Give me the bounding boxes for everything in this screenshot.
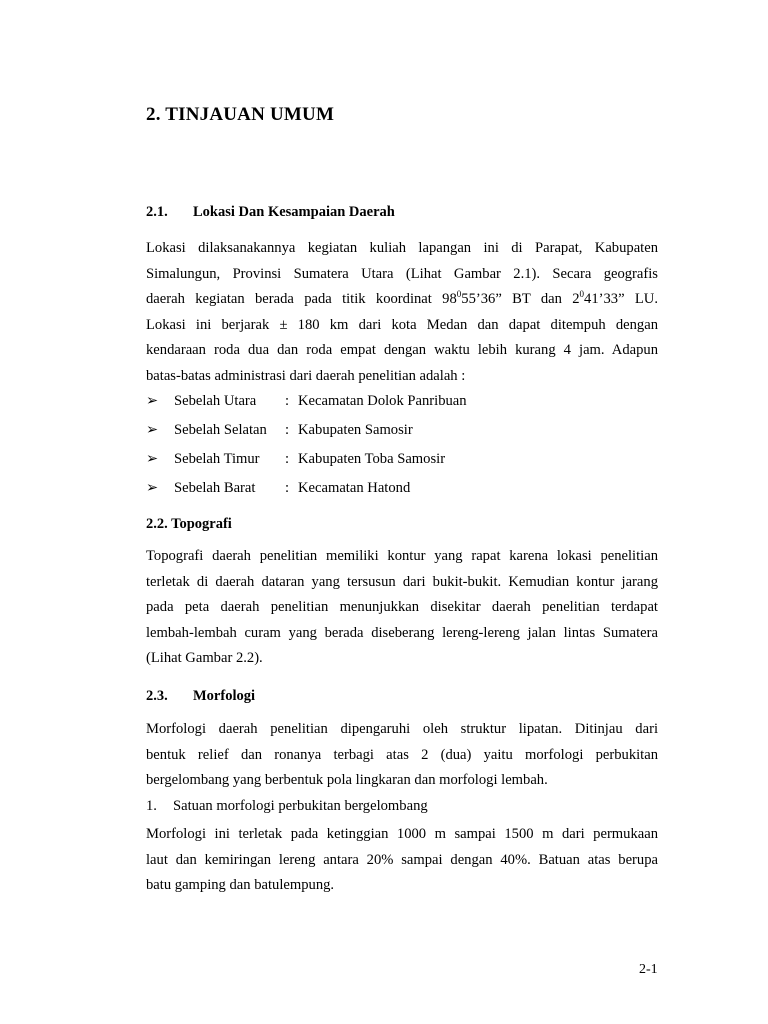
arrow-bullet-icon: ➢ [146,480,159,496]
section-heading-2-2: 2.2. Topografi [146,516,232,532]
paragraph-line: kendaraan roda dua dan roda empat dengan waktu lebih kurang 4 jam. Adapun [146,342,658,359]
arrow-bullet-icon: ➢ [146,451,159,467]
section-number: 2.3. [146,688,168,704]
arrow-bullet-icon: ➢ [146,422,159,438]
section-title: Morfologi [193,688,256,704]
boundary-label: Sebelah Utara [174,393,257,409]
paragraph-line: lembah-lembah curam yang berada diseberang lereng-lereng jalan lintas Sumatera [146,624,658,641]
paragraph-lokasi [146,236,658,390]
boundary-value: Kabupaten Toba Samosir [298,451,446,467]
paragraph-line: pada peta daerah penelitian menunjukkan disekitar daerah penelitian terdapat [146,599,658,616]
degree-superscript: 0 [456,289,462,300]
paragraph-morfologi [146,717,658,794]
boundary-label: Sebelah Selatan [174,422,267,438]
paragraph-line: batu gamping dan batulempung. [146,877,335,894]
boundary-value: Kabupaten Samosir [298,422,413,438]
boundary-label: Sebelah Barat [174,480,256,496]
section-number: 2.1. [146,204,168,220]
paragraph-line: laut dan kemiringan lereng antara 20% sampai dengan 40%. Batuan atas berupa [146,851,658,868]
boundary-label: Sebelah Timur [174,451,260,467]
item-text: Satuan morfologi perbukitan bergelombang [173,798,428,814]
section-heading-2-1 [146,204,395,221]
degree-superscript: 0 [579,289,585,300]
paragraph-line: Morfologi daerah penelitian dipengaruhi oleh struktur lipatan. Ditinjau dari [146,721,658,737]
paragraph-line: Morfologi ini terletak pada ketinggian 1000 m sampai 1500 m dari permukaan [146,826,658,842]
boundary-colon: : [285,422,290,438]
page-number: 2-1 [639,962,658,977]
boundary-value: Kecamatan Hatond [298,480,411,496]
paragraph-line: (Lihat Gambar 2.2). [146,650,263,667]
boundary-value: Kecamatan Dolok Panribuan [298,393,467,409]
paragraph-line: Lokasi ini berjarak ± 180 km dari kota Medan dan dapat ditempuh dengan [146,316,658,333]
paragraph-line: terletak di daerah dataran yang tersusun dari bukit-bukit. Kemudian kontur jarang [146,573,658,590]
paragraph-line: Lokasi dilaksanakannya kegiatan kuliah lapangan ini di Parapat, Kabupaten [146,240,658,256]
coordinate-text-a: daerah kegiatan berada pada titik koordinat 98 [146,291,457,308]
paragraph-line: batas-batas administrasi dari daerah penelitian adalah : [146,367,466,384]
paragraph-line: bergelombang yang berbentuk pola lingkaran dan morfologi lembah. [146,772,548,789]
paragraph-line-coordinates [146,287,658,313]
coordinate-text-c: 41’33” LU. [584,291,658,308]
paragraph-topografi [146,544,658,672]
chapter-title: 2. TINJAUAN UMUM [146,104,335,125]
paragraph-perbukitan [146,822,658,899]
arrow-bullet-icon: ➢ [146,393,159,409]
section-title: Lokasi Dan Kesampaian Daerah [193,204,395,220]
item-number: 1. [146,798,157,814]
boundary-colon: : [285,393,290,409]
boundary-colon: : [285,480,290,496]
coordinate-text-b: 55’36” BT dan 2 [461,291,580,308]
section-heading-2-3 [146,688,255,705]
paragraph-line: Simalungun, Provinsi Sumatera Utara (Lihat Gambar 2.1). Secara geografis [146,265,658,282]
paragraph-line: Topografi daerah penelitian memiliki kontur yang rapat karena lokasi penelitian [146,548,658,564]
boundary-colon: : [285,451,290,467]
paragraph-line: bentuk relief dan ronanya terbagi atas 2 (dua) yaitu morfologi perbukitan [146,746,658,763]
